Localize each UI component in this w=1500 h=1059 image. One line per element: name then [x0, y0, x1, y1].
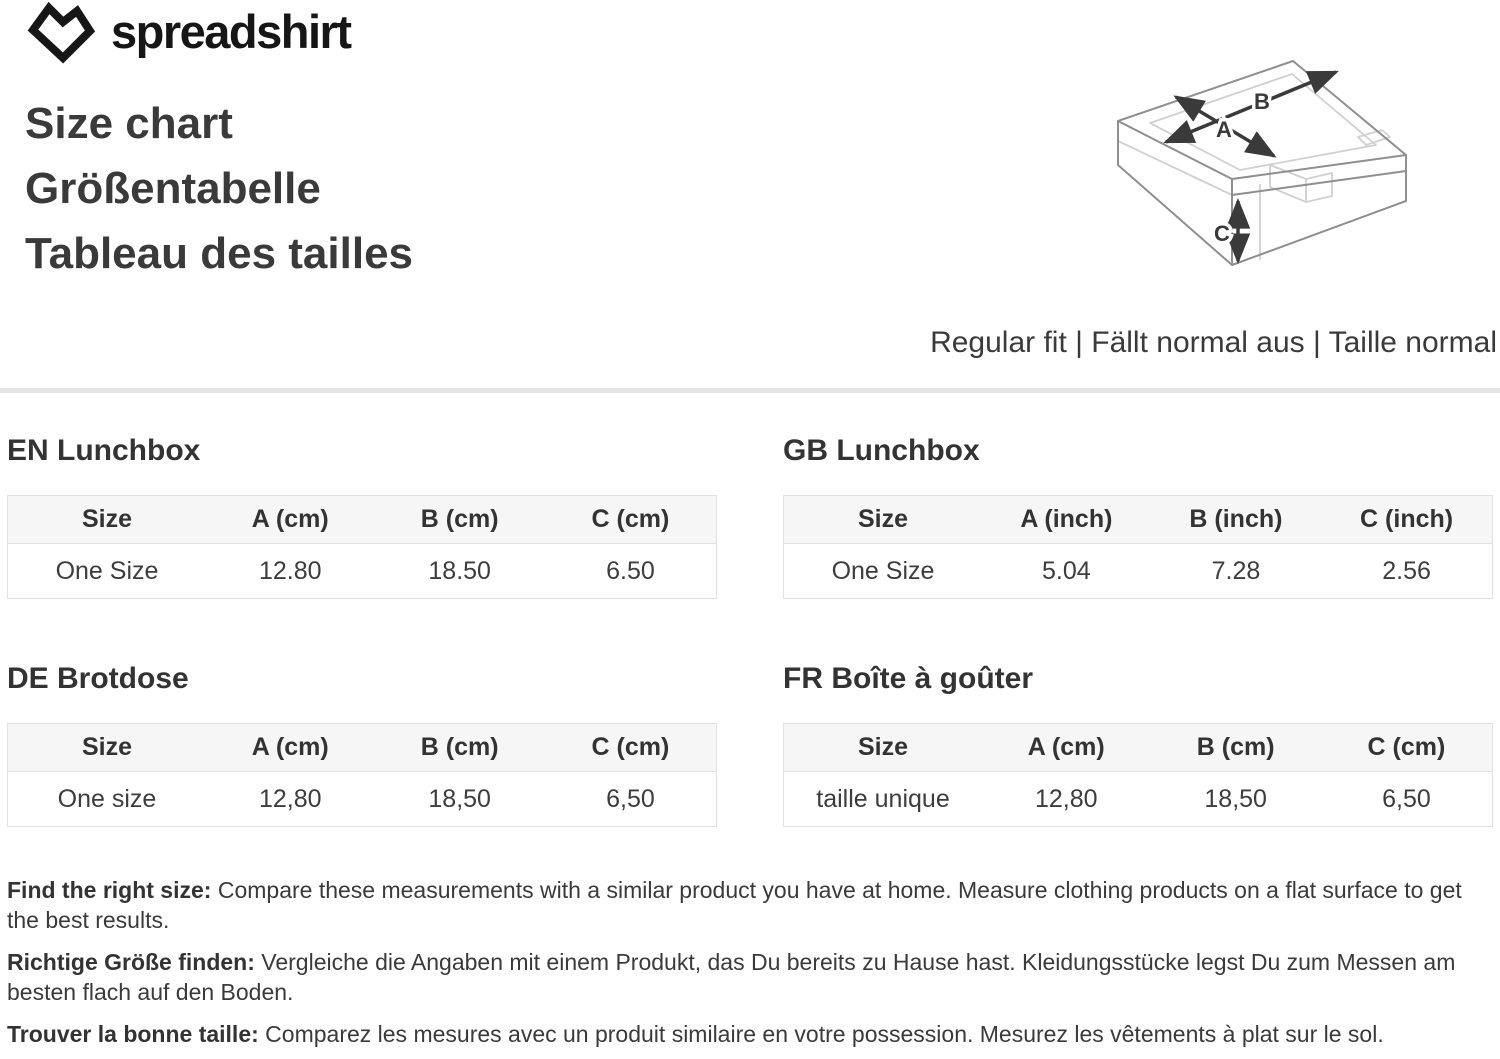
column-header: A (cm)	[206, 496, 374, 544]
size-cell: One size	[8, 772, 207, 827]
column-header: C (inch)	[1321, 496, 1492, 544]
section-divider	[0, 388, 1500, 393]
size-table-gb	[783, 495, 1493, 599]
column-header: Size	[784, 724, 983, 772]
table-header-row	[8, 724, 717, 772]
value-cell: 7.28	[1151, 544, 1321, 599]
value-cell: 2.56	[1321, 544, 1492, 599]
column-header: Size	[8, 496, 207, 544]
tip-de	[7, 947, 1493, 1007]
size-cell: taille unique	[784, 772, 983, 827]
tip-en-lead: Find the right size:	[7, 877, 212, 903]
table-header-row	[784, 724, 1493, 772]
column-header: A (cm)	[982, 724, 1150, 772]
measurement-tips	[7, 875, 1493, 1049]
column-header: Size	[784, 496, 983, 544]
value-cell: 12,80	[982, 772, 1150, 827]
size-section-fr	[783, 661, 1493, 827]
value-cell: 18,50	[374, 772, 544, 827]
table-row	[8, 772, 717, 827]
size-table-en	[7, 495, 717, 599]
table-heading-en: EN Lunchbox	[7, 434, 201, 467]
value-cell: 12,80	[206, 772, 374, 827]
dimension-label-c: C	[1214, 221, 1230, 246]
value-cell: 6,50	[1321, 772, 1493, 827]
tip-en-text: Compare these measurements with a similar product you have at home. Measure clothing products on a flat surface to get the best results.	[7, 877, 1462, 933]
table-heading-fr: FR Boîte à goûter	[783, 662, 1034, 695]
size-chart-content	[0, 433, 1500, 1049]
tip-de-lead: Richtige Größe finden:	[7, 949, 255, 975]
size-table-fr	[783, 723, 1493, 827]
page-title-en: Size chart	[25, 99, 233, 148]
size-table-de	[7, 723, 717, 827]
value-cell: 5.04	[982, 544, 1151, 599]
size-cell: One Size	[8, 544, 207, 599]
tip-fr-lead: Trouver la bonne taille:	[7, 1021, 259, 1047]
tables-grid	[7, 433, 1493, 827]
column-header: C (cm)	[1321, 724, 1493, 772]
page-title-fr: Tableau des tailles	[25, 229, 414, 278]
page-header	[0, 0, 1500, 393]
value-cell: 12.80	[206, 544, 374, 599]
tip-de-text: Vergleiche die Angaben mit einem Produkt, das Du bereits zu Hause hast. Kleidungsstücke legst Du zum Messen am besten flach auf den Boden.	[7, 949, 1456, 1005]
brand-wordmark: spreadshirt	[111, 4, 351, 58]
spreadshirt-heart-logo-icon	[17, 2, 95, 64]
page-title-de: Größentabelle	[25, 164, 321, 213]
value-cell: 18,50	[1150, 772, 1320, 827]
value-cell: 6,50	[545, 772, 717, 827]
tip-fr	[7, 1019, 1493, 1049]
table-row	[784, 772, 1493, 827]
size-section-de	[7, 661, 717, 827]
table-heading-de: DE Brotdose	[7, 662, 189, 695]
lunchbox-measurement-diagram	[1110, 55, 1410, 270]
column-header: B (cm)	[374, 724, 544, 772]
column-header: C (cm)	[545, 724, 717, 772]
dimension-label-b: B	[1254, 89, 1270, 114]
dimension-label-a: A	[1216, 117, 1232, 142]
page-titles	[25, 91, 413, 286]
table-row	[784, 544, 1493, 599]
table-heading-gb: GB Lunchbox	[783, 434, 980, 467]
size-cell: One Size	[784, 544, 983, 599]
table-row	[8, 544, 717, 599]
column-header: B (inch)	[1151, 496, 1321, 544]
column-header: A (inch)	[982, 496, 1151, 544]
column-header: B (cm)	[374, 496, 544, 544]
column-header: Size	[8, 724, 207, 772]
column-header: A (cm)	[206, 724, 374, 772]
size-section-en	[7, 433, 717, 599]
value-cell: 18.50	[374, 544, 544, 599]
brand	[17, 2, 350, 64]
table-header-row	[8, 496, 717, 544]
column-header: C (cm)	[545, 496, 717, 544]
table-header-row	[784, 496, 1493, 544]
value-cell: 6.50	[545, 544, 717, 599]
column-header: B (cm)	[1150, 724, 1320, 772]
fit-note: Regular fit | Fällt normal aus | Taille normal	[930, 326, 1497, 359]
size-section-gb	[783, 433, 1493, 599]
tip-en	[7, 875, 1493, 935]
tip-fr-text: Comparez les mesures avec un produit similaire en votre possession. Mesurez les vêtements à plat sur le sol.	[258, 1021, 1384, 1047]
